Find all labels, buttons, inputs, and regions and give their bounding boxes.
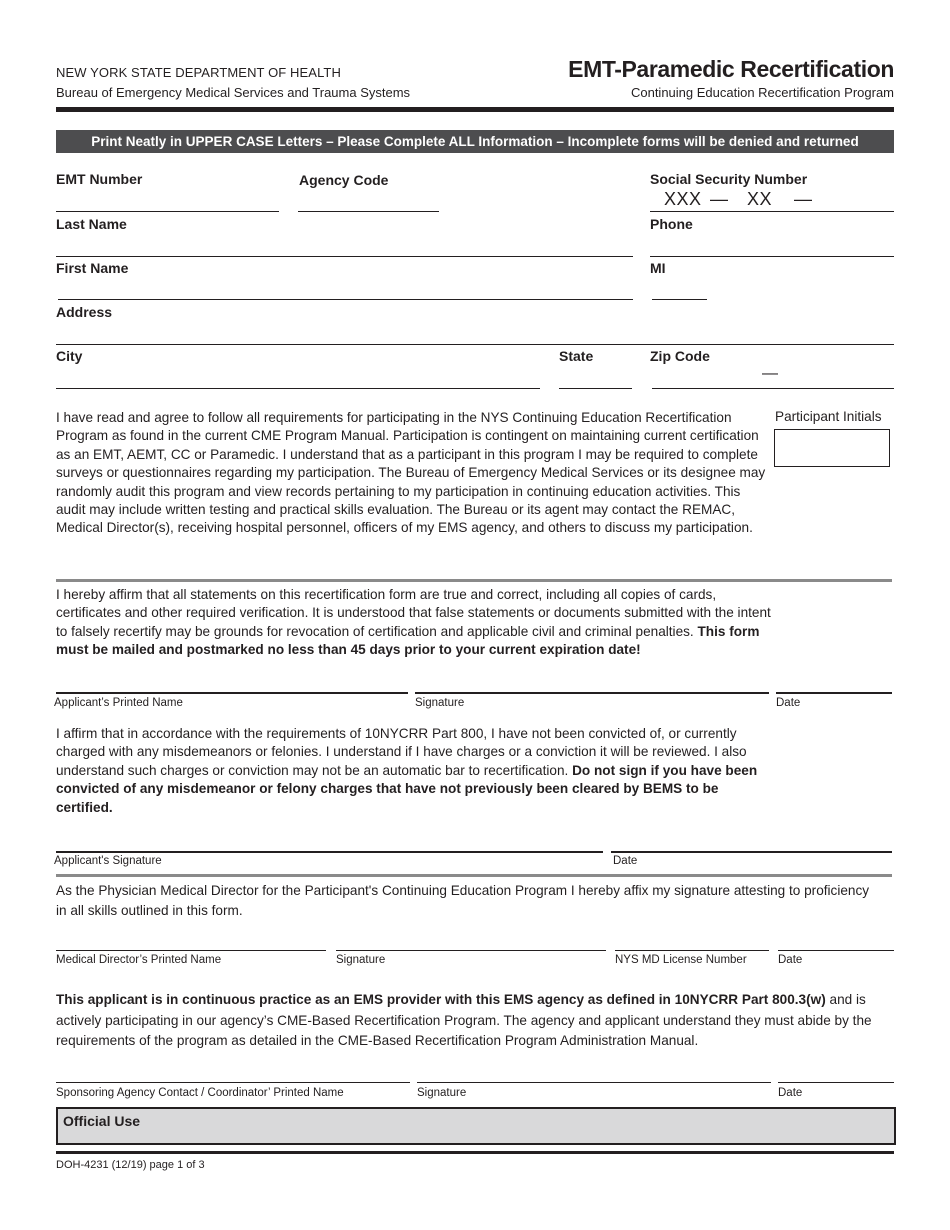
department-name: NEW YORK STATE DEPARTMENT OF HEALTH	[56, 65, 341, 80]
section-divider-2	[56, 874, 892, 877]
applicant-conviction-date-label: Date	[613, 855, 638, 867]
last-name-label: Last Name	[56, 216, 127, 232]
ssn-field[interactable]	[650, 211, 894, 212]
agency-paragraph	[56, 990, 886, 1052]
initials-label: Participant Initials	[775, 409, 882, 424]
applicant-printed-name-label: Applicant’s Printed Name	[54, 697, 183, 709]
first-name-label: First Name	[56, 260, 129, 276]
bureau-name: Bureau of Emergency Medical Services and Trauma Systems	[56, 85, 411, 100]
physician-text: As the Physician Medical Director for the Participant's Continuing Education Program I hereby affix my signature attesting to proficiency in all skills outlined in this form.	[56, 883, 870, 918]
coordinator-printed-name-line[interactable]	[56, 1082, 410, 1083]
initials-box[interactable]	[774, 429, 890, 467]
ssn-dash-1: —	[710, 189, 729, 209]
form-subtitle: Continuing Education Recertification Program	[630, 85, 894, 100]
applicant-date-label: Date	[776, 697, 801, 709]
agency-code-label: Agency Code	[299, 172, 389, 188]
ssn-label: Social Security Number	[650, 171, 808, 187]
mi-label: MI	[650, 260, 666, 276]
md-license-label: NYS MD License Number	[615, 954, 747, 966]
address-label: Address	[56, 304, 113, 320]
agreement-text: I have read and agree to follow all requirements for participating in the NYS Continuing Education Recertification Program as found in the current CME Program Manual. Participation is contingent on maintaining current certification as an EMT, AEMT, CC or Paramedic. I understand that as a participant in this program I may be required to complete surveys or questionnaires regarding my participation. The Bureau of Emergency Medical Services or its designee may randomly audit this program and view records pertaining to my participation in continuing education activities. This audit may include written testing and practical skills evaluation. The Bureau or its agent may contact the REMAC, Medical Director(s), receiving hospital personnel, officers of my EMS agency, and others to discuss my participation.	[56, 410, 766, 536]
zip-label: Zip Code	[650, 348, 710, 364]
md-date-line[interactable]	[778, 950, 894, 951]
city-field[interactable]	[56, 388, 540, 389]
coordinator-date-label: Date	[778, 1087, 803, 1099]
applicant-date-line[interactable]	[776, 692, 892, 694]
state-label: State	[559, 348, 594, 364]
applicant-conviction-signature-line[interactable]	[56, 851, 603, 853]
md-date-label: Date	[778, 954, 803, 966]
agency-text: and is actively participating in our agency’s CME-Based Recertification Program. The agency and applicant understand they must abide by the requirements of the program as detailed in the CME-Based Recertification Program Administration Manual.	[56, 992, 872, 1048]
address-field[interactable]	[56, 344, 894, 345]
section-divider-1	[56, 579, 892, 582]
agency-bold-text: This applicant is in continuous practice as an EMS provider with this EMS agency as defined in 10NYCRR Part 800.3(w)	[56, 992, 826, 1007]
phone-label: Phone	[650, 216, 693, 232]
md-signature-label: Signature	[336, 954, 386, 966]
conviction-paragraph	[56, 725, 768, 817]
zip-field[interactable]	[652, 388, 894, 389]
official-use-label: Official Use	[63, 1113, 141, 1129]
coordinator-signature-line[interactable]	[417, 1082, 771, 1083]
ssn-dash-2: —	[794, 189, 813, 209]
md-printed-name-line[interactable]	[56, 950, 326, 951]
emt-number-field[interactable]	[56, 211, 279, 212]
official-use-box	[56, 1107, 896, 1145]
applicant-conviction-date-line[interactable]	[611, 851, 892, 853]
affirm-paragraph	[56, 586, 772, 660]
applicant-conviction-signature-label: Applicant's Signature	[54, 855, 162, 867]
coordinator-signature-label: Signature	[417, 1087, 467, 1099]
emt-number-label: EMT Number	[56, 171, 143, 187]
last-name-field[interactable]	[56, 256, 633, 257]
form-title: EMT-Paramedic Recertification	[568, 56, 894, 82]
coordinator-printed-name-label: Sponsoring Agency Contact / Coordinator’ Printed Name	[56, 1087, 344, 1099]
phone-field[interactable]	[650, 256, 894, 257]
md-signature-line[interactable]	[336, 950, 606, 951]
form-number: DOH-4231 (12/19) page 1 of 3	[56, 1159, 205, 1171]
applicant-signature-label: Signature	[415, 697, 465, 709]
conviction-bold-text: Do not sign if you have been convicted of any misdemeanor or felony charges that have not previously been cleared by BEMS to be certified.	[56, 762, 758, 815]
md-printed-name-label: Medical Director’s Printed Name	[56, 954, 222, 966]
applicant-signature-line[interactable]	[415, 692, 769, 694]
instructions-banner: Print Neatly in UPPER CASE Letters – Please Complete ALL Information – Incomplete forms will be denied and returned	[56, 130, 894, 153]
coordinator-date-line[interactable]	[778, 1082, 894, 1083]
ssn-mask-second: XX	[747, 189, 773, 209]
state-field[interactable]	[559, 388, 632, 389]
affirm-bold-text: This form must be mailed and postmarked no less than 45 days prior to your current expiration date!	[56, 623, 760, 658]
md-license-line[interactable]	[615, 950, 769, 951]
agency-code-field[interactable]	[298, 211, 439, 212]
footer-rule	[56, 1151, 894, 1154]
applicant-printed-name-line[interactable]	[56, 692, 408, 694]
city-label: City	[56, 348, 83, 364]
header-rule	[56, 107, 894, 112]
zip-dash: —	[762, 365, 778, 382]
mi-field[interactable]	[652, 299, 707, 300]
affirm-text: I hereby affirm that all statements on this recertification form are true and correct, including all copies of cards, certificates and other required verification. It is understood that false statements or documents submitted with the intent to falsely recertify may be grounds for revocation of certification and applicable civil and criminal penalties.	[56, 587, 771, 639]
ssn-mask-first: XXX	[664, 189, 702, 209]
first-name-field[interactable]	[58, 299, 633, 300]
conviction-text: I affirm that in accordance with the requirements of 10NYCRR Part 800, I have not been convicted of, or currently charged with any misdemeanors or felonies. I understand if I have charges or a conviction it will be reviewed. I also understand such charges or conviction may not be an automatic bar to recertification.	[56, 726, 747, 778]
